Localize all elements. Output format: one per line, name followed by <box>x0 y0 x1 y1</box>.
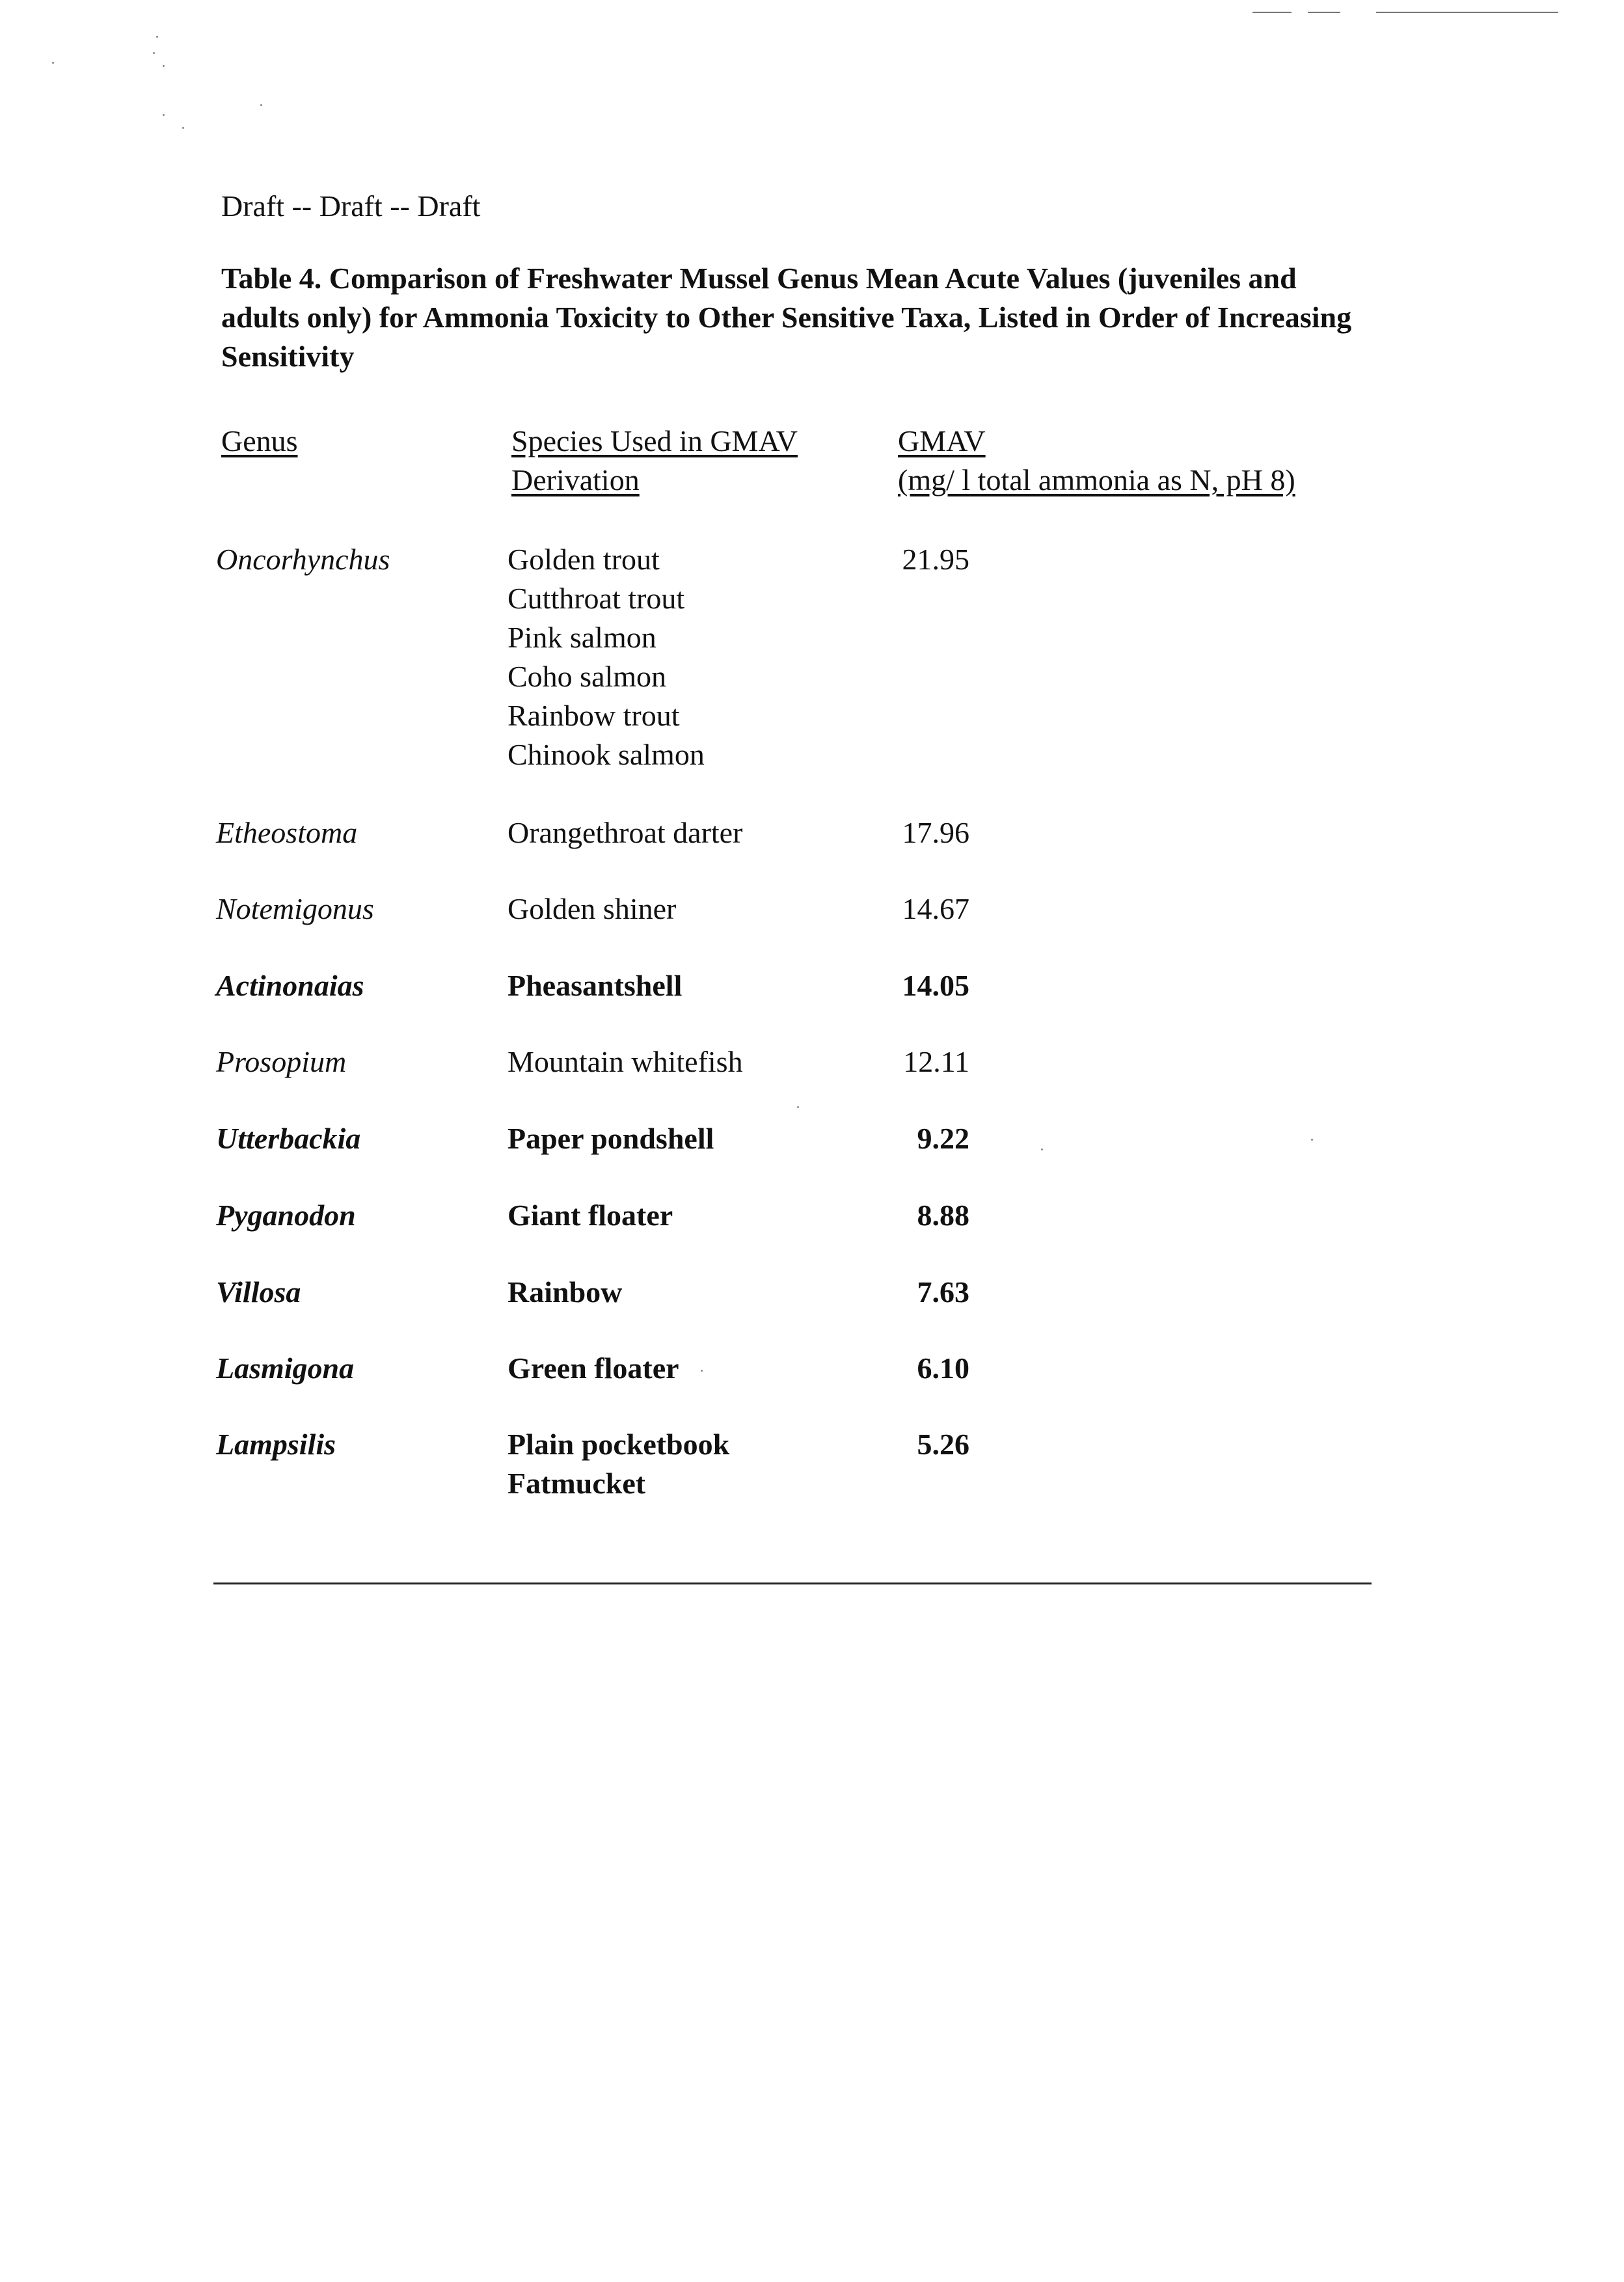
species-cell <box>508 890 872 929</box>
species-name: Orangethroat darter <box>508 816 743 849</box>
species-name: Chinook salmon <box>508 738 705 771</box>
genus-cell: Notemigonus <box>216 892 374 925</box>
scan-mark <box>1376 12 1558 13</box>
species-name: Golden trout <box>508 543 660 576</box>
species-name: Cutthroat trout <box>508 582 685 615</box>
column-header-gmav <box>898 422 1418 500</box>
species-name: Coho salmon <box>508 660 667 693</box>
species-cell <box>508 1196 872 1235</box>
scan-speck <box>52 62 54 64</box>
species-cell <box>508 1425 872 1503</box>
column-header-species <box>511 422 837 500</box>
gmav-cell: 12.11 <box>903 1045 969 1078</box>
genus-cell: Pyganodon <box>216 1199 356 1232</box>
gmav-cell: 7.63 <box>917 1275 969 1309</box>
species-name: Giant floater <box>508 1199 673 1232</box>
column-header-species-line: Derivation <box>511 463 640 496</box>
table-bottom-rule <box>213 1582 1372 1584</box>
gmav-cell: 5.26 <box>917 1428 969 1461</box>
scan-speck <box>156 36 158 38</box>
genus-cell: Etheostoma <box>216 816 358 849</box>
draft-label: Draft -- Draft -- Draft <box>221 189 481 223</box>
scan-speck <box>1041 1148 1043 1150</box>
genus-cell: Prosopium <box>216 1045 347 1078</box>
column-header-genus: Genus <box>221 424 298 457</box>
species-name: Pheasantshell <box>508 969 683 1002</box>
species-name: Green floater <box>508 1352 679 1385</box>
column-header-species-line: Species Used in GMAV <box>511 424 798 457</box>
species-cell <box>508 1273 872 1312</box>
scan-speck <box>153 52 155 54</box>
species-name: Plain pocketbook <box>508 1428 730 1461</box>
scan-speck <box>163 114 165 116</box>
table-title-line: Sensitivity <box>221 340 355 373</box>
genus-cell: Actinonaias <box>216 969 364 1002</box>
species-cell <box>508 540 872 774</box>
species-cell <box>508 1349 872 1388</box>
scan-speck <box>260 104 262 106</box>
gmav-cell: 6.10 <box>917 1352 969 1385</box>
gmav-cell: 21.95 <box>902 543 969 576</box>
genus-cell: Lampsilis <box>216 1428 336 1461</box>
gmav-cell: 9.22 <box>917 1122 969 1155</box>
scan-mark <box>1308 12 1340 13</box>
species-name: Rainbow <box>508 1275 623 1309</box>
scan-speck <box>182 127 184 129</box>
species-name: Pink salmon <box>508 621 656 654</box>
table-title-line: adults only) for Ammonia Toxicity to Other Sensitive Taxa, Listed in Order of Increasing <box>221 301 1352 334</box>
species-cell <box>508 966 872 1005</box>
gmav-cell: 8.88 <box>917 1199 969 1232</box>
species-name: Paper pondshell <box>508 1122 714 1155</box>
gmav-cell: 14.05 <box>902 969 969 1002</box>
species-name: Fatmucket <box>508 1467 646 1500</box>
column-header-gmav-line: (mg/ l total ammonia as N, pH 8) <box>898 463 1295 496</box>
species-name: Mountain whitefish <box>508 1045 743 1078</box>
scan-speck <box>163 65 165 67</box>
scan-mark <box>1252 12 1292 13</box>
genus-cell: Utterbackia <box>216 1122 361 1155</box>
species-name: Rainbow trout <box>508 699 680 732</box>
genus-cell: Villosa <box>216 1275 301 1309</box>
species-cell <box>508 1119 872 1158</box>
genus-cell: Oncorhynchus <box>216 543 390 576</box>
scan-speck <box>1311 1139 1313 1141</box>
species-name: Golden shiner <box>508 892 677 925</box>
table-title <box>221 259 1496 376</box>
species-cell <box>508 813 872 852</box>
table-title-line: Table 4. Comparison of Freshwater Mussel Genus Mean Acute Values (juveniles and <box>221 262 1297 295</box>
column-header-gmav-line: GMAV <box>898 424 986 457</box>
genus-cell: Lasmigona <box>216 1352 355 1385</box>
gmav-cell: 14.67 <box>902 892 969 925</box>
gmav-cell: 17.96 <box>902 816 969 849</box>
scan-speck <box>797 1106 799 1108</box>
species-cell <box>508 1042 872 1081</box>
